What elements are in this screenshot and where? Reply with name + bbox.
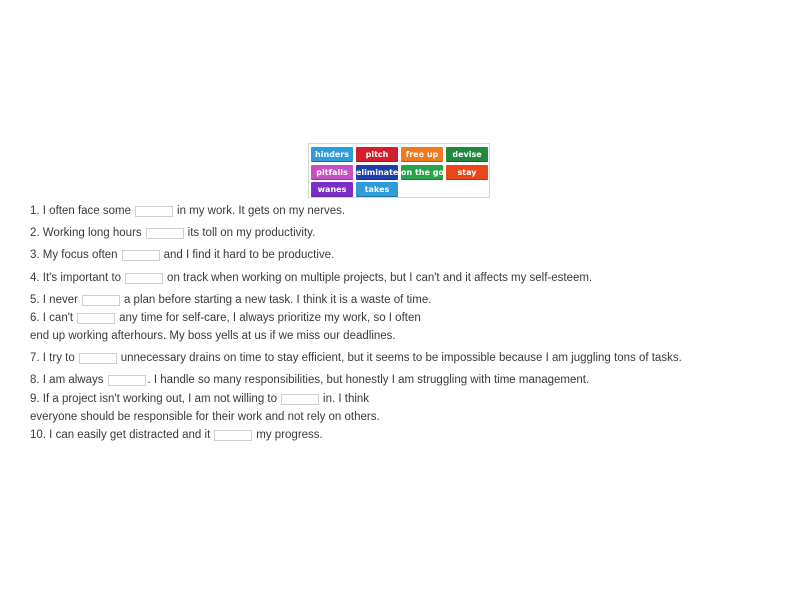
sentence-text: 10. I can easily get distracted and it [30,429,211,441]
sentence-4 [30,271,592,287]
sentence-text: in. I think [323,393,370,405]
sentence-text: a plan before starting a new task. I think it is a waste of time. [123,294,432,306]
sentence-1 [30,204,345,220]
sentence-text: 2. Working long hours [30,227,142,239]
sentence-text: and I find it hard to be productive. [163,249,335,261]
answer-blank[interactable] [281,394,319,405]
sentence-text: 3. My focus often [30,249,118,261]
sentence-text: . I handle so many responsibilities, but honestly I am struggling with time management. [147,374,590,386]
sentence-text: 5. I never [30,294,78,306]
answer-blank[interactable] [125,273,163,284]
sentence-text: 1. I often face some [30,205,132,217]
word-chip-wanes[interactable]: wanes [311,182,353,197]
answer-blank[interactable] [108,375,146,386]
sentence-text: 6. I can't [30,312,74,324]
sentence-6-continued [30,329,396,345]
word-chip-free-up[interactable]: free up [401,147,443,162]
word-chip-takes[interactable]: takes [356,182,398,197]
sentence-8 [30,373,589,389]
sentence-2 [30,226,315,242]
sentence-text: 7. I try to [30,352,75,364]
sentence-6 [30,311,421,327]
word-chip-devise[interactable]: devise [446,147,488,162]
answer-blank[interactable] [79,353,117,364]
sentence-text: 8. I am always [30,374,104,386]
answer-blank[interactable] [122,250,160,261]
answer-blank[interactable] [82,295,120,306]
sentence-text: 9. If a project isn't working out, I am not willing to [30,393,278,405]
sentence-text: end up working afterhours. My boss yells at us if we miss our deadlines. [30,330,396,342]
answer-blank[interactable] [214,430,252,441]
sentence-text: unnecessary drains on time to stay efficient, but it seems to be impossible because I am juggling tons of tasks. [120,352,682,364]
sentence-text: on track when working on multiple projects, but I can't and it affects my self-esteem. [167,272,593,284]
sentence-9 [30,392,369,408]
sentence-text: in my work. It gets on my nerves. [177,205,346,217]
sentence-10 [30,428,323,444]
word-bank [308,143,490,198]
answer-blank[interactable] [135,206,173,217]
sentence-text: 4. It's important to [30,272,122,284]
answer-blank[interactable] [77,313,115,324]
word-chip-pitfalls[interactable]: pitfalls [311,165,353,180]
word-chip-on-the-go[interactable]: on the go [401,165,443,180]
sentence-7 [30,351,682,367]
sentence-5 [30,293,431,309]
sentence-text: everyone should be responsible for their work and not rely on others. [30,411,380,423]
word-chip-eliminate[interactable]: eliminate [356,165,398,180]
word-chip-hinders[interactable]: hinders [311,147,353,162]
sentence-text: its toll on my productivity. [187,227,316,239]
sentence-9-continued [30,410,380,426]
sentence-text: any time for self-care, I always prioritize my work, so I often [119,312,421,324]
word-chip-pitch[interactable]: pitch [356,147,398,162]
sentence-text: my progress. [256,429,323,441]
answer-blank[interactable] [146,228,184,239]
word-chip-stay[interactable]: stay [446,165,488,180]
sentence-3 [30,248,334,264]
